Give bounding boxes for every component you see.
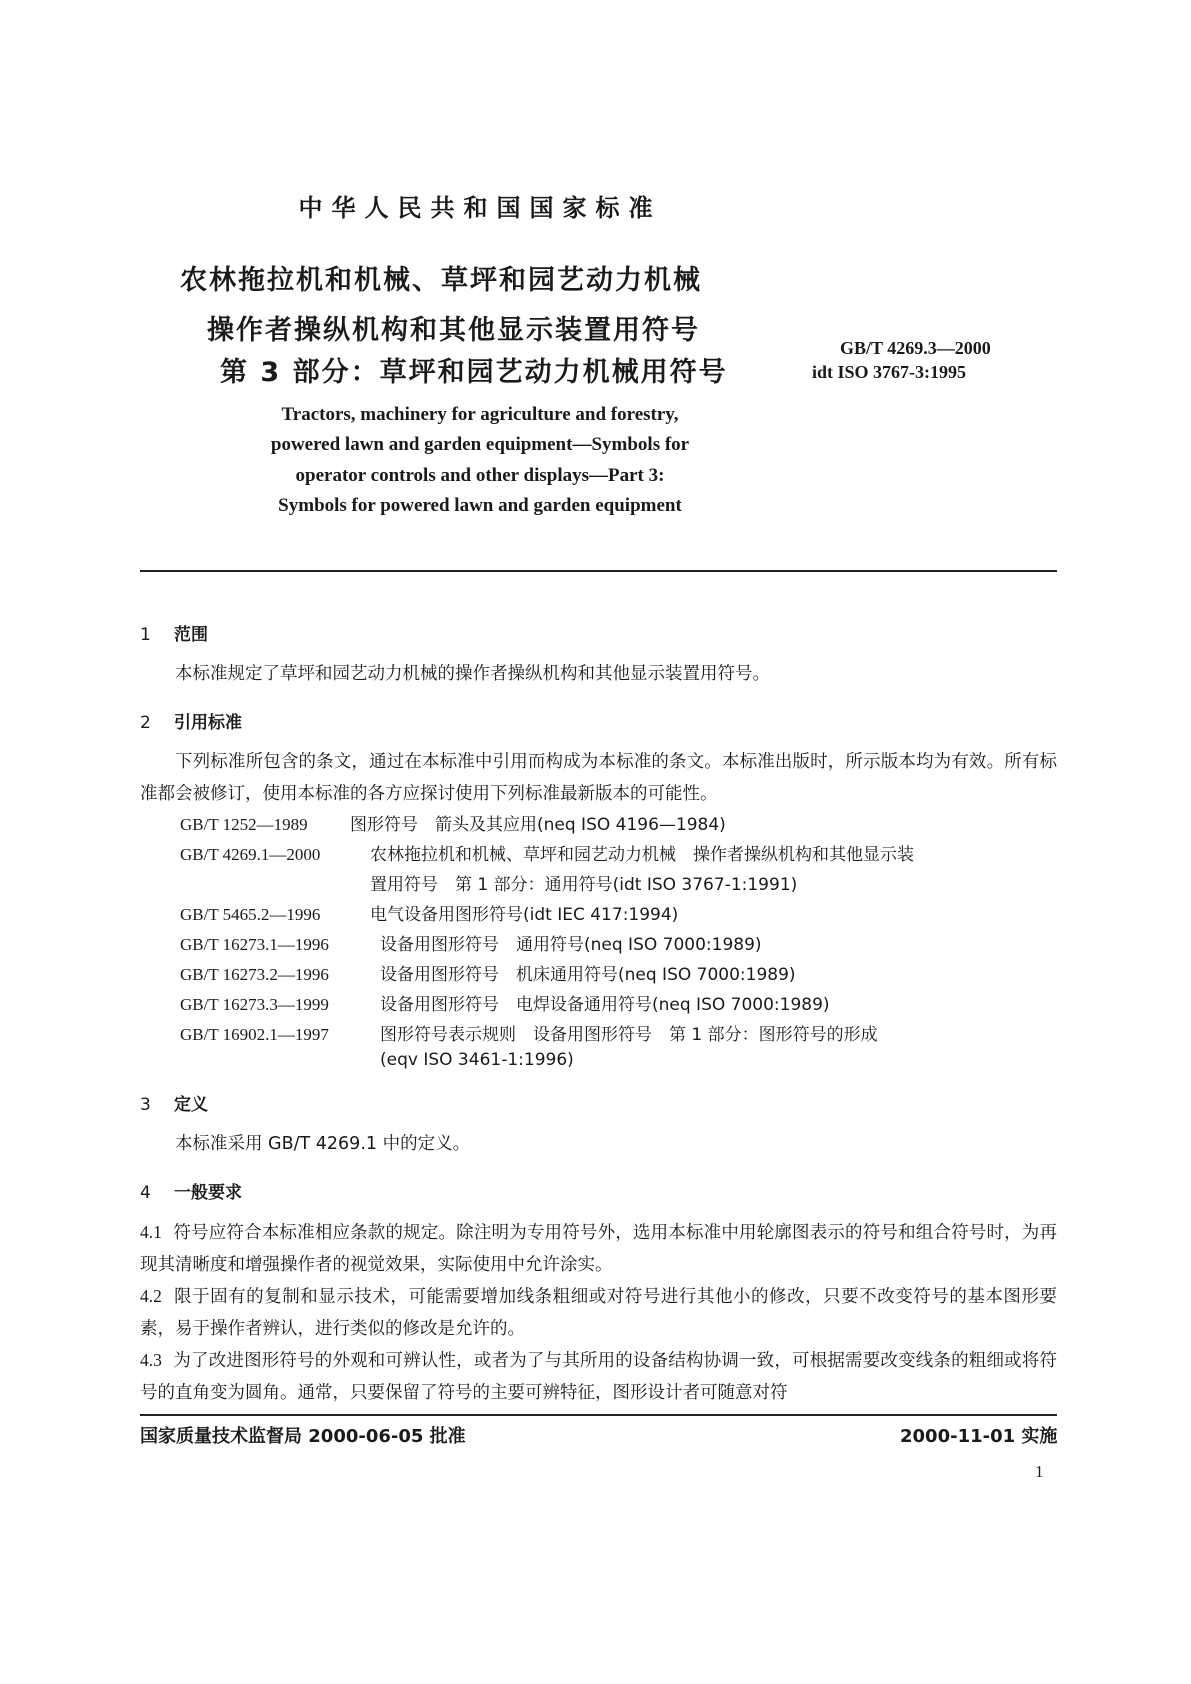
section-number: 4: [140, 1183, 151, 1203]
reference-code: GB/T 4269.1—2000: [180, 845, 321, 864]
reference-desc: 图形符号表示规则 设备用图形符号 第 1 部分：图形符号的形成: [380, 1025, 878, 1045]
reference-item: [180, 840, 914, 865]
reference-item: [180, 810, 726, 835]
title-en-line-1: Tractors, machinery for agriculture and forestry,: [281, 404, 679, 425]
clause-number: 4.2: [140, 1286, 162, 1306]
section-1-heading: [140, 620, 208, 645]
reference-item: [180, 990, 830, 1015]
reference-desc: 设备用图形符号 机床通用符号(neq ISO 7000:1989): [380, 965, 796, 985]
clause-text: 为了改进图形符号的外观和可辨认性，或者为了与其所用的设备结构协调一致，可根据需要改变线条的粗细或将符号的直角变为圆角。通常，只要保留了符号的主要可辨特征，图形设计者可随意对符: [140, 1351, 1057, 1403]
section-2-text: 下列标准所包含的条文，通过在本标准中引用而构成为本标准的条文。本标准出版时，所示版本均为有效。所有标准都会被修订，使用本标准的各方应探讨使用下列标准最新版本的可能性。: [140, 752, 1057, 804]
page-number: 1: [1035, 1462, 1044, 1481]
reference-desc: 设备用图形符号 通用符号(neq ISO 7000:1989): [380, 935, 762, 955]
clause-4-3: [140, 1344, 1057, 1409]
section-title: 引用标准: [174, 713, 242, 733]
footer-divider: [140, 1414, 1057, 1416]
section-title: 一般要求: [174, 1183, 242, 1203]
title-cn-line-1: 农林拖拉机和机械、草坪和园艺动力机械: [180, 265, 702, 296]
clause-4-2: [140, 1280, 1057, 1345]
reference-item-continuation: 置用符号 第 1 部分：通用符号(idt ISO 3767-1:1991): [370, 875, 798, 895]
title-en-line-4: Symbols for powered lawn and garden equipment: [278, 495, 682, 516]
reference-desc: 设备用图形符号 电焊设备通用符号(neq ISO 7000:1989): [380, 995, 830, 1015]
title-cn-line-2: 操作者操纵机构和其他显示装置用符号: [207, 315, 700, 346]
section-3-heading: [140, 1090, 208, 1115]
reference-item: [180, 930, 762, 955]
reference-code: GB/T 1252—1989: [180, 815, 308, 834]
approval-date: 国家质量技术监督局 2000-06-05 批准: [140, 1426, 466, 1447]
clause-text: 符号应符合本标准相应条款的规定。除注明为专用符号外，选用本标准中用轮廓图表示的符号和组合符号时，为再现其清晰度和增强操作者的视觉效果，实际使用中允许涂实。: [140, 1223, 1057, 1275]
reference-desc: 图形符号 箭头及其应用(neq ISO 4196—1984): [350, 815, 726, 835]
section-number: 2: [140, 713, 151, 733]
reference-code: GB/T 16902.1—1997: [180, 1025, 329, 1044]
clause-4-1: [140, 1216, 1057, 1281]
clause-number: 4.1: [140, 1222, 162, 1242]
reference-item: [180, 960, 796, 985]
reference-desc: 电气设备用图形符号(idt IEC 417:1994): [370, 905, 679, 925]
national-standard-header: 中华人民共和国国家标准: [298, 194, 662, 222]
section-4-heading: [140, 1178, 242, 1203]
reference-item-continuation: (eqv ISO 3461-1:1996): [380, 1050, 574, 1070]
clause-number: 4.3: [140, 1350, 162, 1370]
header-divider: [140, 570, 1057, 572]
reference-item: [180, 900, 678, 925]
standard-idt: idt ISO 3767-3:1995: [812, 362, 967, 382]
reference-code: GB/T 16273.1—1996: [180, 935, 329, 954]
standard-number: GB/T 4269.3—2000: [840, 338, 991, 358]
title-cn-line-3: 第 3 部分：草坪和园艺动力机械用符号: [220, 357, 728, 388]
section-title: 定义: [174, 1095, 208, 1115]
reference-code: GB/T 16273.2—1996: [180, 965, 329, 984]
section-3-text: 本标准采用 GB/T 4269.1 中的定义。: [175, 1134, 471, 1154]
section-number: 1: [140, 625, 151, 645]
section-1-text: 本标准规定了草坪和园艺动力机械的操作者操纵机构和其他显示装置用符号。: [175, 664, 770, 684]
section-number: 3: [140, 1095, 151, 1115]
reference-desc: 农林拖拉机和机械、草坪和园艺动力机械 操作者操纵机构和其他显示装: [370, 845, 914, 865]
section-title: 范围: [174, 625, 208, 645]
section-2-heading: [140, 708, 242, 733]
title-en-line-3: operator controls and other displays—Part 3:: [295, 465, 665, 486]
title-en-line-2: powered lawn and garden equipment—Symbols for: [270, 434, 690, 455]
reference-code: GB/T 16273.3—1999: [180, 995, 329, 1014]
reference-code: GB/T 5465.2—1996: [180, 905, 321, 924]
reference-item: [180, 1020, 878, 1045]
implementation-date: 2000-11-01 实施: [900, 1426, 1058, 1447]
clause-text: 限于固有的复制和显示技术，可能需要增加线条粗细或对符号进行其他小的修改，只要不改变符号的基本图形要素，易于操作者辨认，进行类似的修改是允许的。: [140, 1287, 1057, 1339]
